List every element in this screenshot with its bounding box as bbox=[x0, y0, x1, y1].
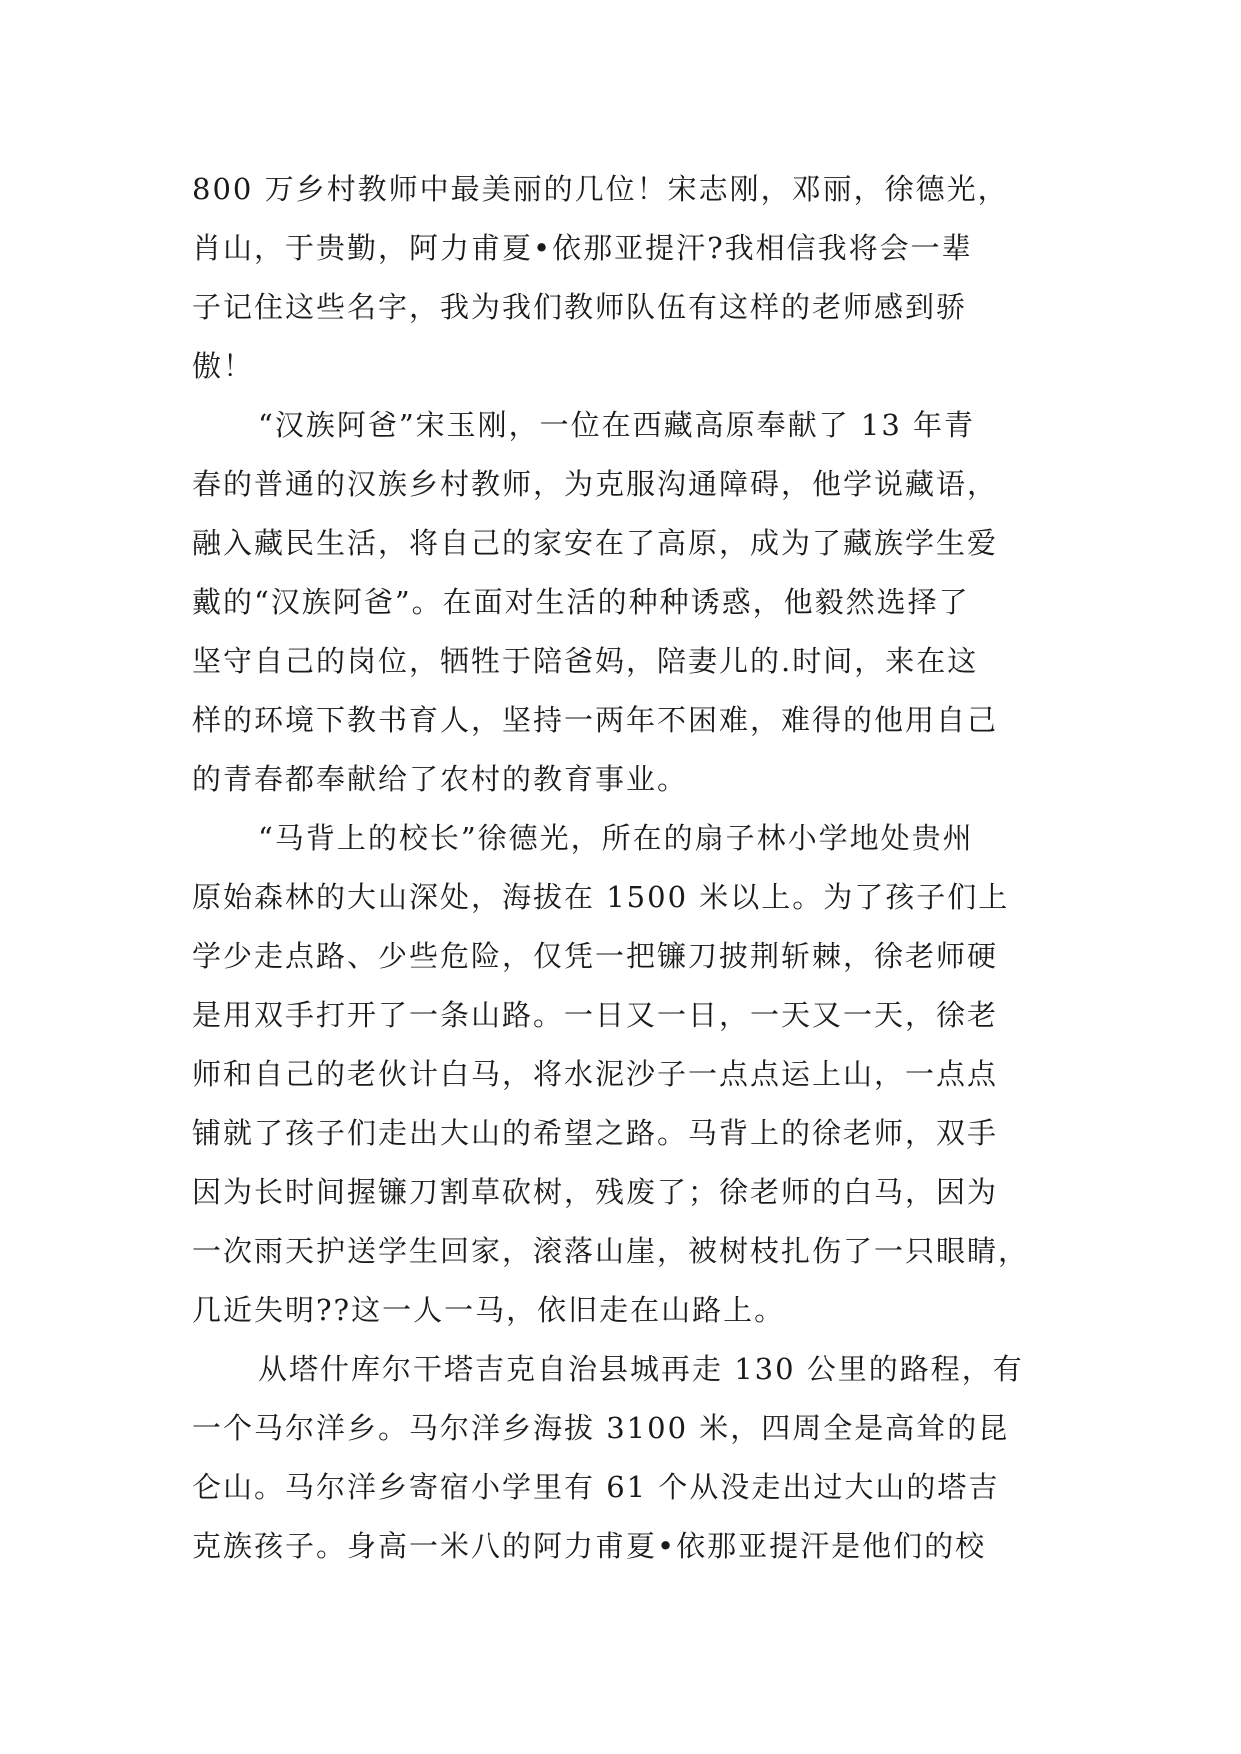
paragraph-intro bbox=[192, 160, 1052, 396]
text-line: 是用双手打开了一条山路。一日又一日，一天又一天，徐老 bbox=[192, 998, 999, 1032]
text-line: 原始森林的大山深处，海拔在 1500 米以上。为了孩子们上 bbox=[192, 880, 1010, 914]
document-body bbox=[192, 160, 1052, 1576]
paragraph-song-yugang bbox=[192, 396, 1052, 809]
text-line: “马背上的校长”徐德光，所在的扇子林小学地处贵州 bbox=[258, 821, 974, 855]
paragraph-maeryang bbox=[192, 1340, 1052, 1576]
text-line: 样的环境下教书育人，坚持一两年不困难，难得的他用自己 bbox=[192, 703, 999, 737]
text-line: 师和自己的老伙计白马，将水泥沙子一点点运上山，一点点 bbox=[192, 1057, 999, 1091]
text-line: 肖山，于贵勤，阿力甫夏•依那亚提汗?我相信我将会一辈 bbox=[192, 231, 973, 265]
text-line: 戴的“汉族阿爸”。在面对生活的种种诱惑，他毅然选择了 bbox=[192, 585, 970, 619]
text-line: 的青春都奉献给了农村的教育事业。 bbox=[192, 762, 689, 796]
text-line: 学少走点路、少些危险，仅凭一把镰刀披荆斩棘，徐老师硬 bbox=[192, 939, 999, 973]
text-line: 融入藏民生活，将自己的家安在了高原，成为了藏族学生爱 bbox=[192, 526, 999, 560]
text-line: 傲！ bbox=[192, 349, 255, 383]
text-line: 800 万乡村教师中最美丽的几位！宋志刚，邓丽，徐德光， bbox=[192, 172, 1009, 206]
text-line: 从塔什库尔干塔吉克自治县城再走 130 公里的路程，有 bbox=[258, 1352, 1024, 1386]
text-line: 仑山。马尔洋乡寄宿小学里有 61 个从没走出过大山的塔吉 bbox=[192, 1470, 1000, 1504]
text-line: 因为长时间握镰刀割草砍树，残废了；徐老师的白马，因为 bbox=[192, 1175, 999, 1209]
text-line: 春的普通的汉族乡村教师，为克服沟通障碍，他学说藏语， bbox=[192, 467, 999, 501]
paragraph-xu-deguang bbox=[192, 809, 1052, 1340]
text-line: “汉族阿爸”宋玉刚，一位在西藏高原奉献了 13 年青 bbox=[258, 408, 975, 442]
text-line: 铺就了孩子们走出大山的希望之路。马背上的徐老师，双手 bbox=[192, 1116, 999, 1150]
text-line: 子记住这些名字，我为我们教师队伍有这样的老师感到骄 bbox=[192, 290, 968, 324]
text-line: 坚守自己的岗位，牺牲于陪爸妈，陪妻儿的.时间，来在这 bbox=[192, 644, 979, 678]
text-line: 克族孩子。身高一米八的阿力甫夏•依那亚提汗是他们的校 bbox=[192, 1529, 987, 1563]
text-line: 一次雨天护送学生回家，滚落山崖，被树枝扎伤了一只眼睛， bbox=[192, 1234, 1030, 1268]
text-line: 一个马尔洋乡。马尔洋乡海拔 3100 米，四周全是高耸的昆 bbox=[192, 1411, 1010, 1445]
text-line: 几近失明??这一人一马，依旧走在山路上。 bbox=[192, 1293, 786, 1327]
